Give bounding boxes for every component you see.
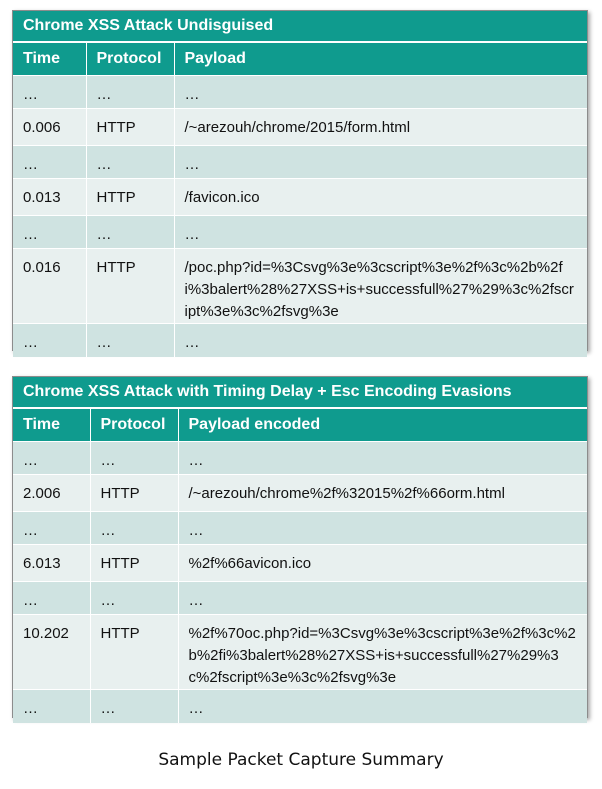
cell-time: … (13, 216, 86, 249)
cell-time: … (13, 512, 90, 545)
cell-protocol: HTTP (86, 179, 174, 216)
cell-time: … (13, 442, 90, 475)
column-header-time: Time (13, 43, 86, 76)
cell-payload: … (178, 442, 587, 475)
header-row (13, 409, 587, 442)
cell-protocol: … (86, 216, 174, 249)
table-row (13, 109, 587, 146)
cell-time: 10.202 (13, 615, 90, 690)
packet-table-undisguised (12, 10, 588, 351)
packet-table-encoded (12, 376, 588, 718)
cell-payload: /~arezouh/chrome/2015/form.html (174, 109, 587, 146)
cell-payload: … (174, 76, 587, 109)
cell-protocol: HTTP (90, 475, 178, 512)
table-row (13, 545, 587, 582)
cell-payload: … (178, 690, 587, 723)
cell-time: … (13, 76, 86, 109)
figure-caption: Sample Packet Capture Summary (158, 750, 444, 770)
table-row (13, 216, 587, 249)
cell-time: … (13, 582, 90, 615)
column-header-time: Time (13, 409, 90, 442)
cell-protocol: HTTP (86, 109, 174, 146)
cell-payload: … (174, 324, 587, 357)
cell-payload: … (174, 146, 587, 179)
cell-payload: /poc.php?id=%3Csvg%3e%3cscript%3e%2f%3c%2b%2fi%3balert%28%27XSS+is+successfull%27%29%3c%2fscript%3e%3c%2fsvg%3e (174, 249, 587, 324)
table-row (13, 690, 587, 723)
header-row (13, 43, 587, 76)
cell-protocol: HTTP (86, 249, 174, 324)
cell-time: … (13, 146, 86, 179)
cell-payload: /favicon.ico (174, 179, 587, 216)
cell-payload: … (174, 216, 587, 249)
cell-payload: /~arezouh/chrome%2f%32015%2f%66orm.html (178, 475, 587, 512)
cell-payload: … (178, 582, 587, 615)
cell-time: … (13, 324, 86, 357)
cell-time: … (13, 690, 90, 723)
cell-protocol: … (86, 146, 174, 179)
table-row (13, 512, 587, 545)
table-row (13, 146, 587, 179)
table-row (13, 76, 587, 109)
cell-protocol: … (90, 690, 178, 723)
column-header-payload-encoded: Payload encoded (178, 409, 587, 442)
table-row (13, 179, 587, 216)
cell-time: 0.006 (13, 109, 86, 146)
cell-protocol: … (90, 582, 178, 615)
cell-time: 0.013 (13, 179, 86, 216)
cell-protocol: HTTP (90, 545, 178, 582)
packet-table (13, 409, 587, 723)
column-header-protocol: Protocol (86, 43, 174, 76)
column-header-protocol: Protocol (90, 409, 178, 442)
packet-table (13, 43, 587, 357)
table-title: Chrome XSS Attack with Timing Delay + Esc Encoding Evasions (13, 377, 587, 409)
cell-payload: %2f%66avicon.ico (178, 545, 587, 582)
cell-protocol: … (86, 76, 174, 109)
table-row (13, 249, 587, 324)
cell-protocol: … (90, 512, 178, 545)
cell-protocol: … (86, 324, 174, 357)
cell-payload: … (178, 512, 587, 545)
column-header-payload: Payload (174, 43, 587, 76)
table-row (13, 324, 587, 357)
cell-protocol: … (90, 442, 178, 475)
cell-time: 6.013 (13, 545, 90, 582)
table-row (13, 475, 587, 512)
table-row (13, 582, 587, 615)
table-title: Chrome XSS Attack Undisguised (13, 11, 587, 43)
cell-time: 0.016 (13, 249, 86, 324)
cell-protocol: HTTP (90, 615, 178, 690)
cell-time: 2.006 (13, 475, 90, 512)
cell-payload: %2f%70oc.php?id=%3Csvg%3e%3cscript%3e%2f%3c%2b%2fi%3balert%28%27XSS+is+successfull%27%29%3c%2fscript%3e%3c%2fsvg%3e (178, 615, 587, 690)
table-row (13, 615, 587, 690)
table-row (13, 442, 587, 475)
